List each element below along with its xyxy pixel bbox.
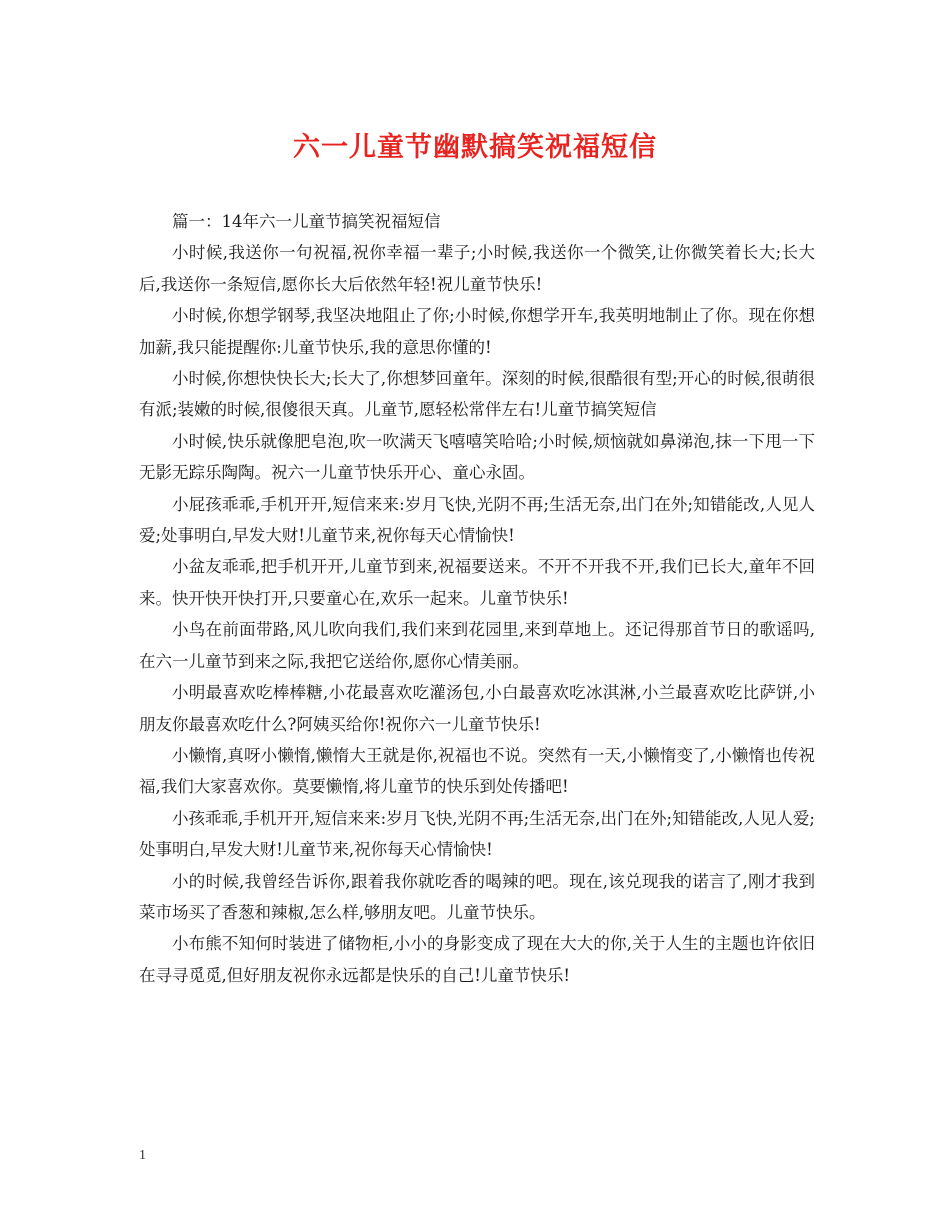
document-title: 六一儿童节幽默搞笑祝福短信 — [293, 132, 657, 163]
paragraph: 小明最喜欢吃棒棒糖,小花最喜欢吃灌汤包,小白最喜欢吃冰淇淋,小兰最喜欢吃比萨饼,小朋友你最喜欢吃什么?阿姨买给你!祝你六一儿童节快乐! — [139, 683, 815, 734]
page-number: 1 — [139, 1148, 146, 1163]
paragraph: 小布熊不知何时装进了储物柜,小小的身影变成了现在大大的你,关于人生的主题也许依旧在寻寻觅觅,但好朋友祝你永远都是快乐的自己!儿童节快乐! — [139, 934, 815, 985]
paragraph: 小时候,你想快快长大;长大了,你想梦回童年。深刻的时候,很酷很有型;开心的时候,很萌很有派;装嫩的时候,很傻很天真。儿童节,愿轻松常伴左右!儿童节搞笑短信 — [139, 369, 815, 420]
paragraph: 小时候,你想学钢琴,我坚决地阻止了你;小时候,你想学开车,我英明地制止了你。现在你想加薪,我只能提醒你:儿童节快乐,我的意思你懂的! — [139, 306, 815, 357]
paragraph: 小懒惰,真呀小懒惰,懒惰大王就是你,祝福也不说。突然有一天,小懒惰变了,小懒惰也传祝福,我们大家喜欢你。莫要懒惰,将儿童节的快乐到处传播吧! — [139, 745, 815, 797]
paragraph: 小鸟在前面带路,风儿吹向我们,我们来到花园里,来到草地上。还记得那首节日的歌谣吗,在六一儿童节到来之际,我把它送给你,愿你心情美丽。 — [139, 620, 815, 671]
paragraph: 小时候,我送你一句祝福,祝你幸福一辈子;小时候,我送你一个微笑,让你微笑着长大;长大后,我送你一条短信,愿你长大后依然年轻!祝儿童节快乐! — [139, 243, 815, 294]
paragraph: 小盆友乖乖,把手机开开,儿童节到来,祝福要送来。不开不开我不开,我们已长大,童年不回来。快开快开快打开,只要童心在,欢乐一起来。儿童节快乐! — [139, 557, 815, 608]
paragraph: 小孩乖乖,手机开开,短信来来:岁月飞快,光阴不再;生活无奈,出门在外;知错能改,人见人爱;处事明白,早发大财!儿童节来,祝你每天心情愉快! — [139, 808, 815, 860]
section-heading: 篇一：14年六一儿童节搞笑祝福短信 — [172, 212, 441, 231]
paragraph: 小屁孩乖乖,手机开开,短信来来:岁月飞快,光阴不再;生活无奈,出门在外;知错能改,人见人爱;处事明白,早发大财!儿童节来,祝你每天心情愉快! — [139, 494, 815, 546]
paragraph: 小时候,快乐就像肥皂泡,吹一吹满天飞嘻嘻笑哈哈;小时候,烦恼就如鼻涕泡,抹一下甩一下无影无踪乐陶陶。祝六一儿童节快乐开心、童心永固。 — [139, 431, 815, 483]
paragraph: 小的时候,我曾经告诉你,跟着我你就吃香的喝辣的吧。现在,该兑现我的诺言了,刚才我到菜市场买了香葱和辣椒,怎么样,够朋友吧。儿童节快乐。 — [139, 871, 815, 922]
document-body — [139, 206, 815, 991]
